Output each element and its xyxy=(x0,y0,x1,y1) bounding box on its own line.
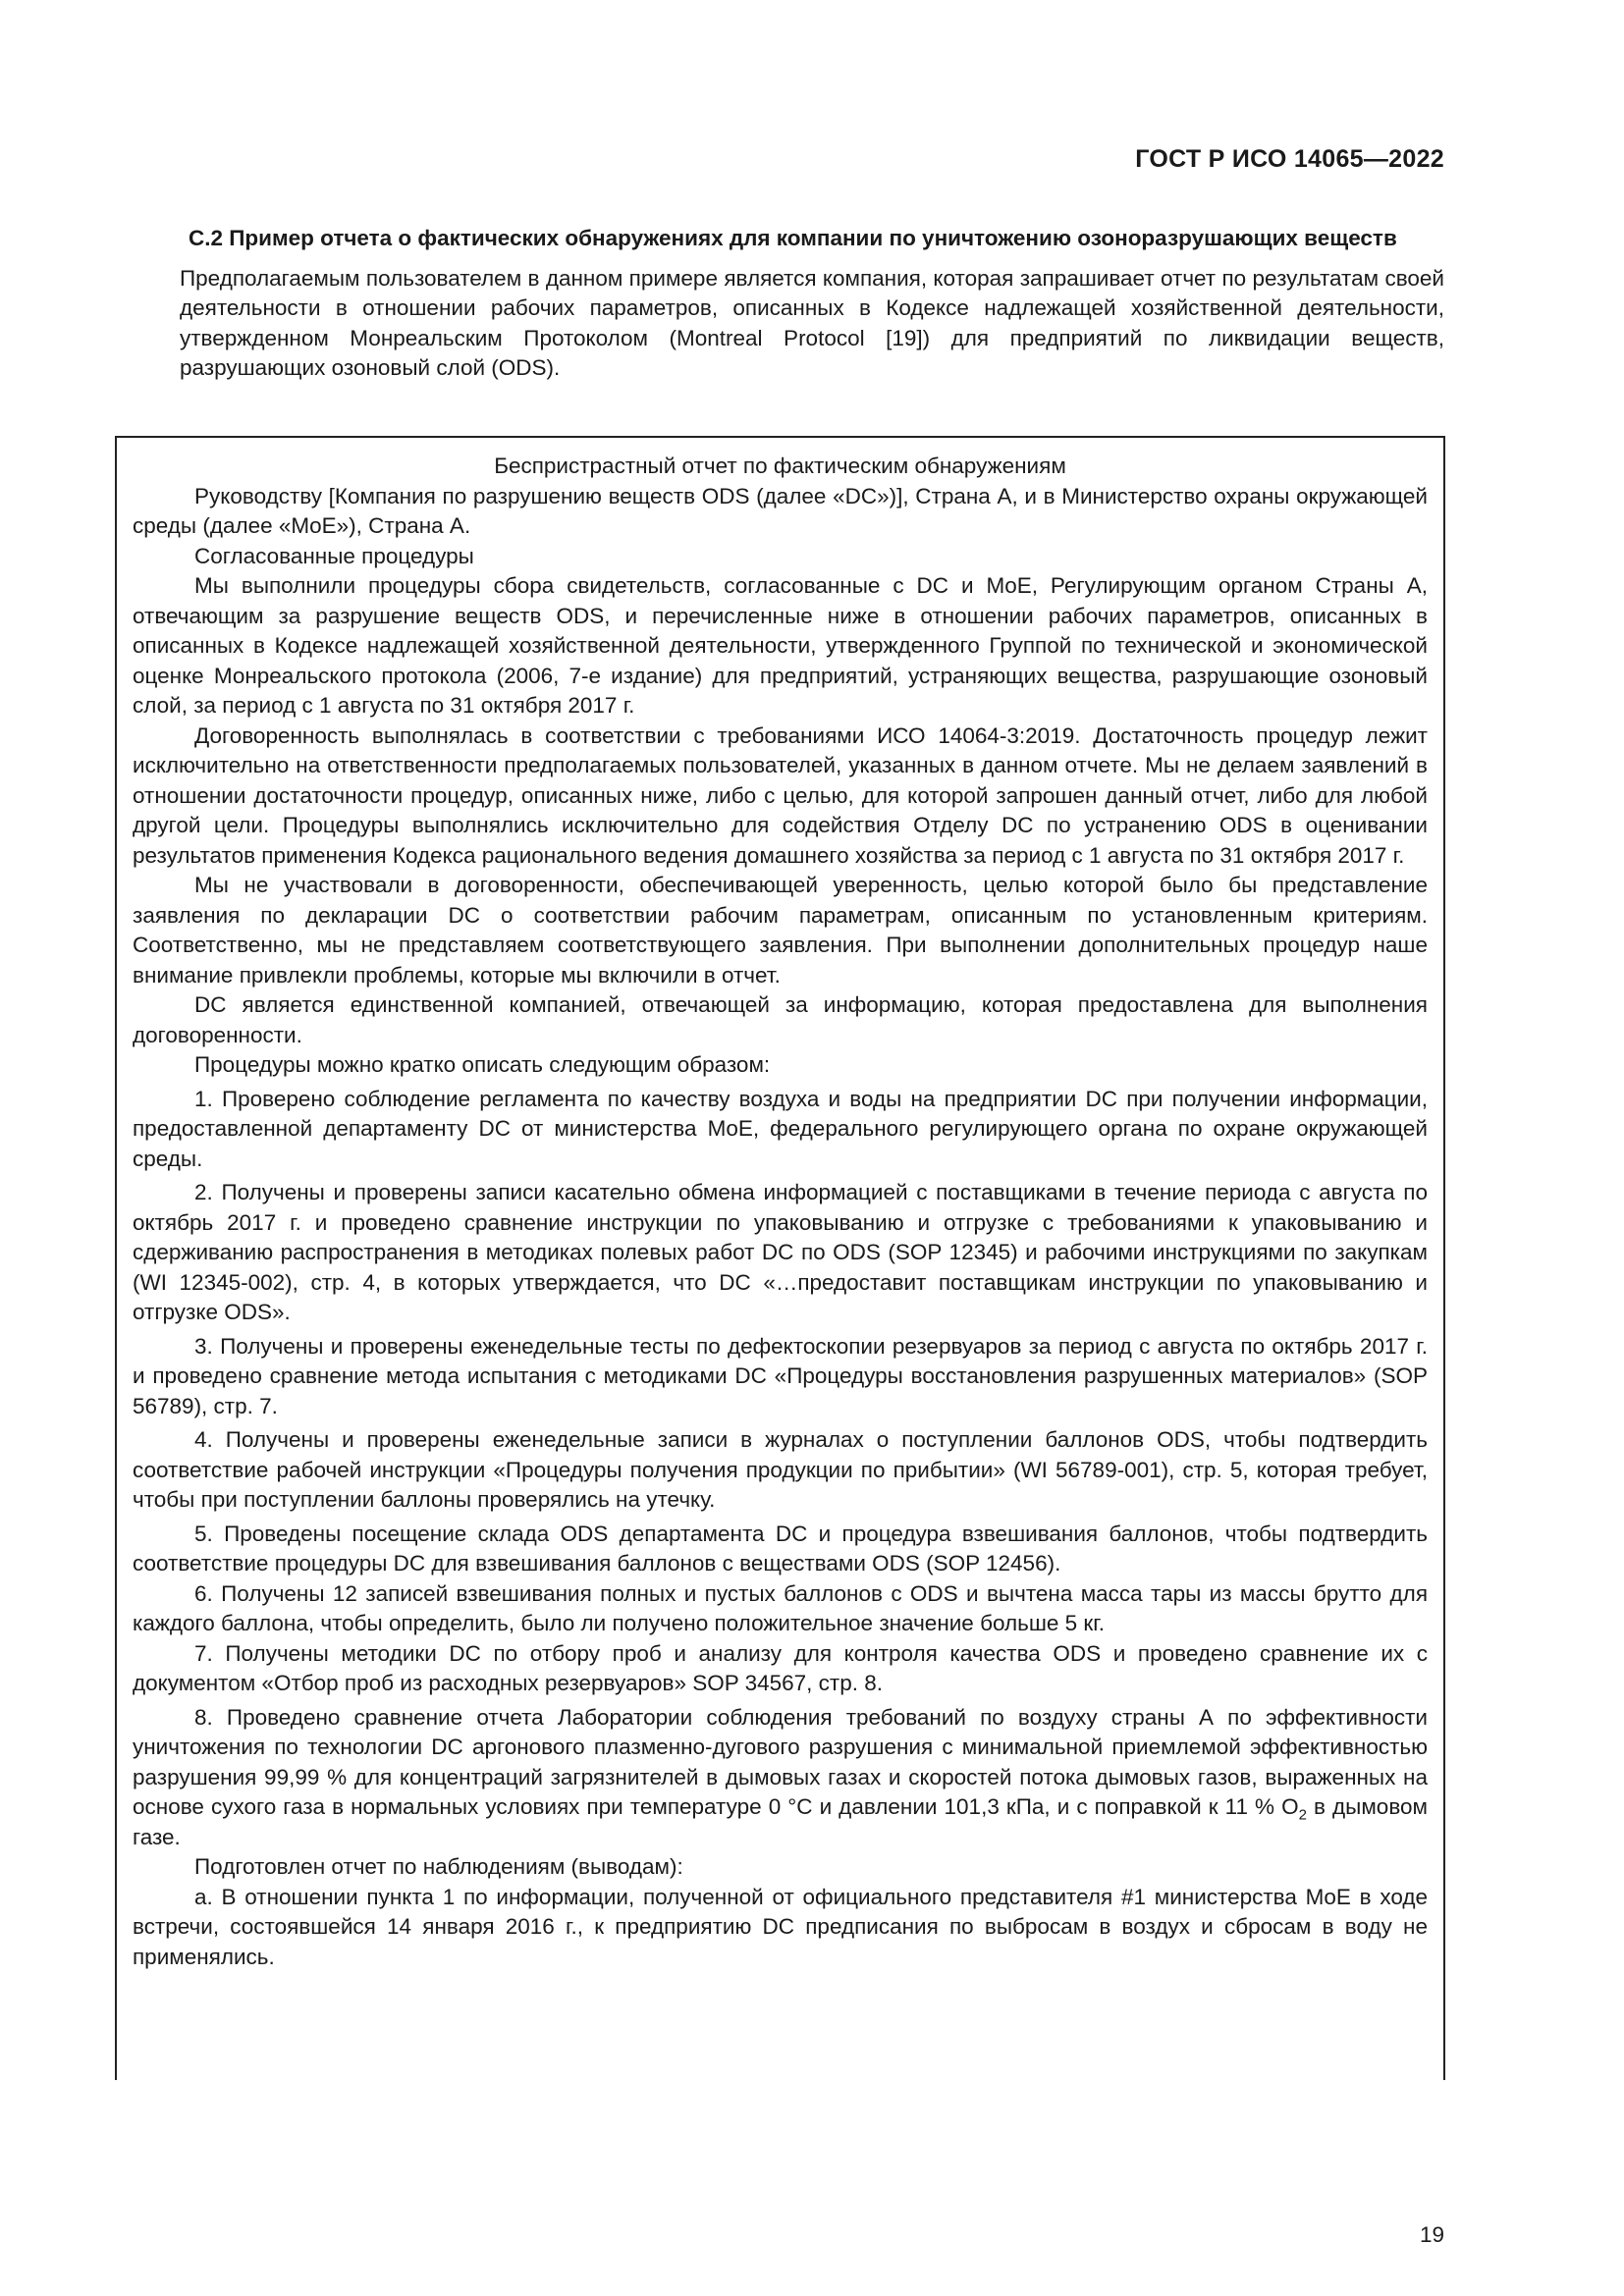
section-intro xyxy=(180,264,1444,384)
observations-heading: Подготовлен отчет по наблюдениям (выводам): xyxy=(194,1854,683,1879)
procedure-item-4: 4. Получены и проверены еженедельные записи в журналах о поступлении баллонов ODS, чтобы подтвердить соответствие рабочей инструкции «Процедуры получения продукции по прибытии» (WI 56789-001), стр. 5, которая требует, чтобы при поступлении баллоны проверялись на утечку. xyxy=(133,1427,1428,1512)
procedure-item-6: 6. Получены 12 записей взвешивания полных и пустых баллонов с ODS и вычтена масса тары из массы брутто для каждого баллона, чтобы определить, было ли получено положительное значение больше 5 кг. xyxy=(133,1580,1428,1635)
report-paragraph-3: Мы не участвовали в договоренности, обеспечивающей уверенность, целью которой было бы представление заявления по декларации DC о соответствии рабочим параметрам, описанным по установленным критериям. Соответственно, мы не представляем соответствующего заявления. При выполнении дополнительных процедур наше внимание привлекли проблемы, которые мы включили в отчет. xyxy=(133,873,1428,988)
oxygen-subscript: 2 xyxy=(1298,1806,1307,1824)
report-addressee: Руководству [Компания по разрушению веществ ODS (далее «DC»)], Страна А, и в Министерство охраны окружающей среды (далее «MoE»), Страна А. xyxy=(133,483,1428,538)
document-standard-header: ГОСТ Р ИСО 14065—2022 xyxy=(1135,145,1444,173)
report-paragraph-4: DC является единственной компанией, отвечающей за информацию, которая предоставлена для выполнения договоренности. xyxy=(133,992,1428,1047)
procedure-item-2: 2. Получены и проверены записи касательно обмена информацией с поставщиками в течение периода с августа по октябрь 2017 г. и проведено сравнение инструкции по упаковыванию и отгрузке с требованиями к упаковыванию и сдерживанию распространения в методиках полевых работ DC по ODS (SOP 12345) и рабочими инструкциями по закупкам (WI 12345-002), стр. 4, в которых утверждается, что DC «…предоставит поставщикам инструкции по упаковыванию и отгрузке ODS». xyxy=(133,1180,1428,1324)
intro-paragraph: Предполагаемым пользователем в данном примере является компания, которая запрашивает отчет по результатам своей деятельности в отношении рабочих параметров, описанных в Кодексе надлежащей хозяйственной деятельности, утвержденном Монреальским Протоколом (Montreal Protocol [19]) для предприятий по ликвидации веществ, разрушающих озоновый слой (ODS). xyxy=(180,265,1444,380)
procedure-item-1: 1. Проверено соблюдение регламента по качеству воздуха и воды на предприятии DC при получении информации, предоставленной департаменту DC от министерства MoE, федерального регулирующего органа по охране окружающей среды. xyxy=(133,1086,1428,1171)
procedures-heading: Согласованные процедуры xyxy=(194,543,474,568)
report-title: Беспристрастный отчет по фактическим обнаружениям xyxy=(494,454,1066,478)
observation-a: a. В отношении пункта 1 по информации, полученной от официального представителя #1 министерства MoE в ходе встречи, состоявшейся 14 января 2016 г., к предприятию DC предписания по выбросам в воздух и сбросам в воду не применялись. xyxy=(133,1884,1428,1969)
page-number: 19 xyxy=(1419,2222,1444,2247)
procedure-item-5: 5. Проведены посещение склада ODS департамента DC и процедура взвешивания баллонов, чтобы подтвердить соответствие процедуры DC для взвешивания баллонов с веществами ODS (SOP 12456). xyxy=(133,1521,1428,1575)
section-title: С.2 Пример отчета о фактических обнаружениях для компании по уничтожению озоноразрушающих веществ xyxy=(189,226,1397,250)
procedure-item-8-tail: в дымовом газе. xyxy=(133,1794,1428,1849)
procedure-item-8-text: 8. Проведено сравнение отчета Лаборатории соблюдения требований по воздуху страны А по эффективности уничтожения по технологии DC аргонового плазменно-дугового разрушения с минимальной приемлемой эффективностью разрушения 99,99 % для концентраций загрязнителей в дымовых газах и скоростей потока дымовых газов, выраженных на основе сухого газа в нормальных условиях при температуре 0 °C и давлении 101,3 кПа, и с поправкой к 11 % O xyxy=(133,1704,1428,1819)
report-paragraph-5: Процедуры можно кратко описать следующим образом: xyxy=(194,1052,771,1077)
procedure-item-8 xyxy=(133,1703,1428,1853)
report-box xyxy=(115,436,1445,2080)
report-paragraph-2: Договоренность выполнялась в соответствии с требованиями ИСО 14064-3:2019. Достаточность процедур лежит исключительно на ответственности предполагаемых пользователей, указанных в данном отчете. Мы не делаем заявлений в отношении достаточности процедур, описанных ниже, либо с целью, для которой запрошен данный отчет, либо для любой другой цели. Процедуры выполнялись исключительно для содействия Отделу DC по устранению ODS в оценивании результатов применения Кодекса рационального ведения домашнего хозяйства за период с 1 августа по 31 октября 2017 г. xyxy=(133,722,1428,868)
procedure-item-7: 7. Получены методики DC по отбору проб и анализу для контроля качества ODS и проведено сравнение их с документом «Отбор проб из расходных резервуаров» SOP 34567, стр. 8. xyxy=(133,1640,1428,1695)
procedure-item-3: 3. Получены и проверены еженедельные тесты по дефектоскопии резервуаров за период с августа по октябрь 2017 г. и проведено сравнение метода испытания с методиками DC «Процедуры восстановления разрушенных материалов» (SOP 56789), стр. 7. xyxy=(133,1333,1428,1418)
section-c2 xyxy=(180,224,1444,384)
report-paragraph-1: Мы выполнили процедуры сбора свидетельств, согласованные с DC и MoE, Регулирующим органом Страны А, отвечающим за разрушение веществ ODS, и перечисленные ниже в отношении рабочих параметров, описанных в описанных в Кодексе надлежащей хозяйственной деятельности, утвержденного Группой по технической и экономической оценке Монреальского протокола (2006, 7-е издание) для предприятий, устраняющих вещества, разрушающие озоновый слой, за период с 1 августа по 31 октября 2017 г. xyxy=(133,573,1428,718)
report-content xyxy=(117,438,1443,1972)
